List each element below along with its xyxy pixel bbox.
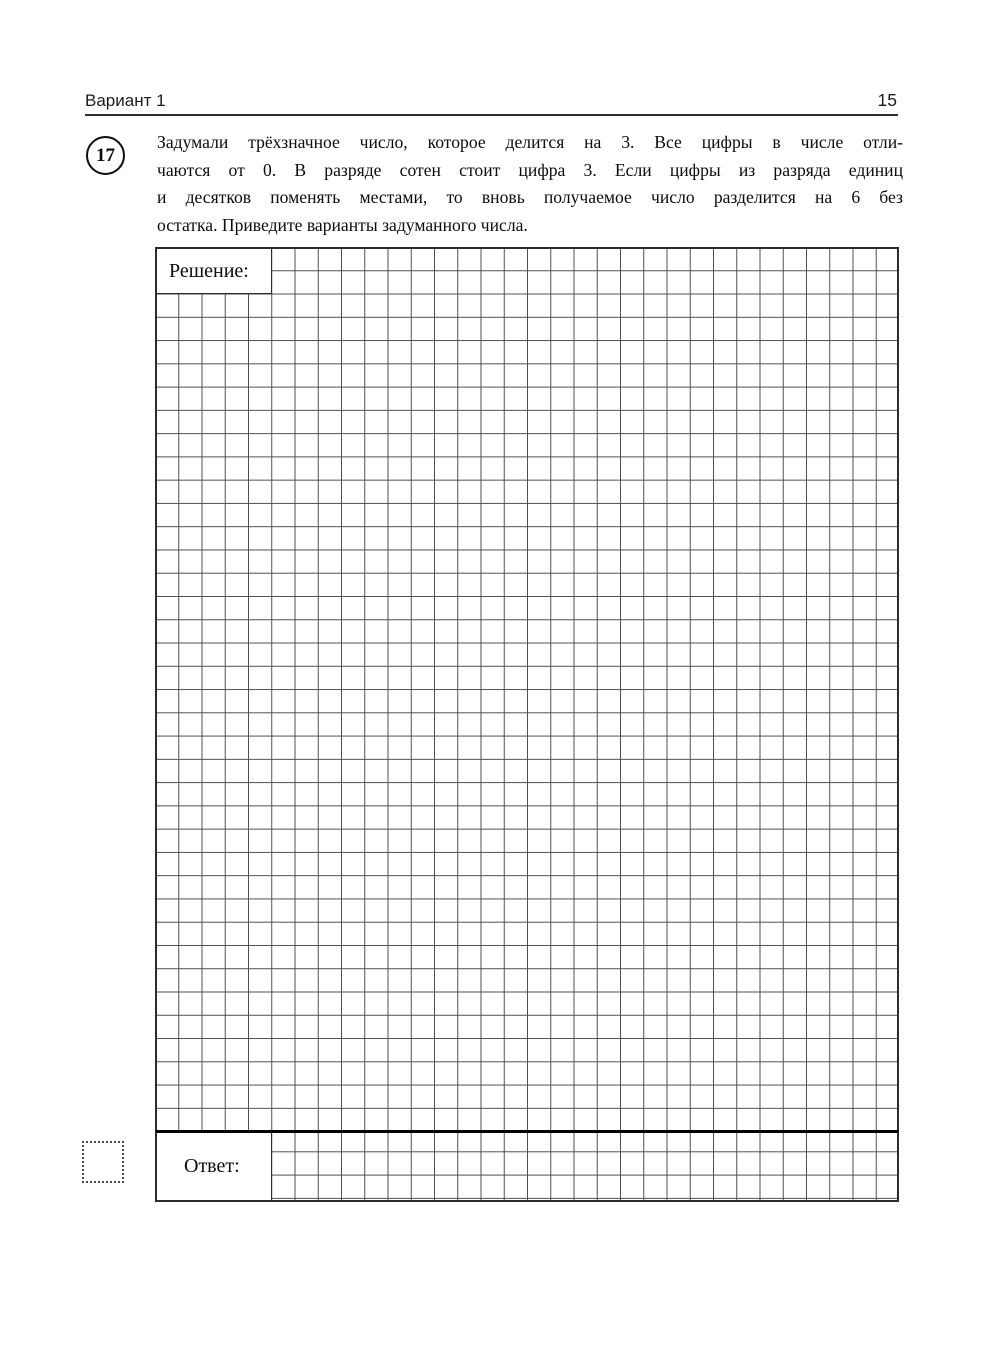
task-statement-line: и десятков поменять местами, то вновь получаемое число разделится на 6 без	[157, 187, 903, 207]
answer-grid-area	[155, 1130, 899, 1202]
solution-grid-area	[155, 247, 899, 1132]
solution-label-box	[157, 249, 272, 294]
task-number: 17	[96, 144, 115, 166]
page-number: 15	[877, 90, 897, 110]
task-statement	[157, 129, 903, 239]
header-rule	[85, 114, 898, 116]
task-number-badge	[86, 136, 125, 175]
task-statement-line: остатка. Приведите варианты задуманного числа.	[157, 214, 528, 235]
answer-label-box	[157, 1133, 272, 1200]
cut-mark-square	[82, 1141, 124, 1183]
task-statement-line: чаются от 0. В разряде сотен стоит цифра 3. Если цифры из разряда единиц	[157, 159, 903, 180]
task-statement-line: Задумали трёхзначное число, которое делится на 3. Все цифры в числе отли-	[157, 132, 903, 152]
answer-label: Ответ:	[184, 1155, 240, 1177]
variant-label: Вариант 1	[85, 91, 166, 110]
solution-label: Решение:	[169, 259, 249, 282]
